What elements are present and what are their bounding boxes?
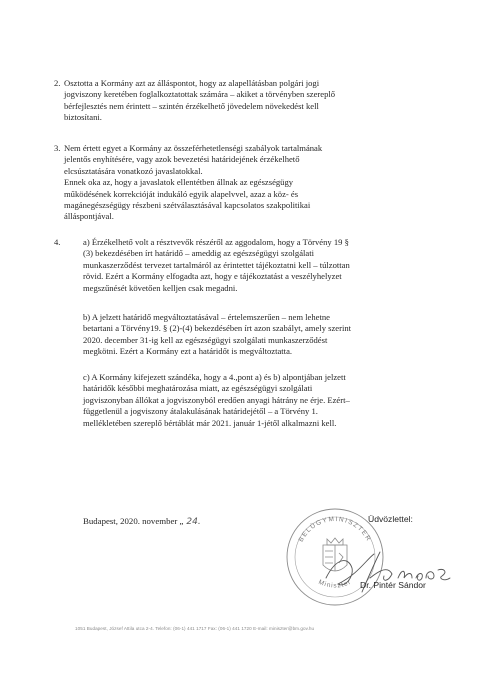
text-line: Ennek oka az, hogy a javaslatok ellentétben állnak az egészségügy <box>64 177 294 188</box>
stamp-bottom-text: Miniszter <box>317 578 353 590</box>
text-line: c) A Kormány kifejezett szándéka, hogy a 4.,pont a) és b) alpontjában jelzett <box>83 372 346 382</box>
text-line: b) A jelzett határidő megváltoztatásával – értelemszerűen – nem lehetne <box>83 312 330 322</box>
closing-greeting: Üdvözlettel: <box>368 514 413 524</box>
item-text <box>64 237 430 294</box>
text-line: biztosítani. <box>64 112 102 123</box>
text-line: működésének korrekcióját indukáló egyik alapelvvel, azaz a köz- és <box>64 188 299 199</box>
date-text: Budapest, 2020. november „ <box>83 516 184 526</box>
text-line: jelentős enyhítésére, vagy azok bevezetési határidejének érzékelhető <box>64 154 300 165</box>
item-text <box>64 78 430 124</box>
svg-text:BELÜGYMINISZTER <box>298 516 373 543</box>
text-line: álláspontjával. <box>64 211 114 222</box>
text-line: rövid. Ezért a Kormány elfogadta azt, hogy e tájékoztatást a veszélyhelyzet <box>83 271 342 282</box>
text-line: függetlenül a jogviszony átalakulásának határidejétől – a Törvény 1. <box>83 406 318 417</box>
text-line: mellékletében szereplő bértáblát már 2021. január 1-jétől alkalmazni kell. <box>83 417 337 428</box>
text-line: Osztotta a Kormány azt az álláspontot, hogy az alapellátásban polgári jogi <box>64 78 320 88</box>
footer-address: 1051 Budapest, József Attila utca 2-4. Telefon: (06-1) 441 1717 Fax: (06-1) 441 1720 E-mail: miniszter@bm.gov.hu <box>75 626 315 631</box>
stamp-top-text: BELÜGYMINISZTER <box>297 515 373 544</box>
text-line: betartani a Törvény19. § (2)-(4) bekezdésében írt azon szabályt, amely szerint <box>83 323 352 334</box>
text-line: 2020. december 31-ig kell az egészségügyi szolgálati munkaszerződést <box>83 334 328 345</box>
list-item-2 <box>54 78 430 124</box>
text-line: munkaszerződést tervezet tartalmáról az érintettet tájékoztatni kell – túlzottan <box>83 259 350 270</box>
item-number: 4. <box>54 237 61 247</box>
list-item-4 <box>54 237 430 294</box>
date-line <box>83 516 201 527</box>
sub-item-b <box>83 312 429 358</box>
text-line: (3) bekezdésében írt határidő – ameddig az egészségügyi szolgálati <box>83 248 314 259</box>
text-line: jogviszony keretében foglalkoztatottak számára – akiket a törvényben szereplő <box>64 89 336 100</box>
text-line: megszűnését követően kelljen csak megadni. <box>83 282 238 293</box>
text-line: határidők későbbi meghatározása miatt, az egészségügyi szolgálati <box>83 383 313 394</box>
text-line: elcsúsztatására vonatkozó javaslatokkal. <box>64 165 203 176</box>
item-number: 3. <box>54 143 61 153</box>
sub-item-c <box>83 372 429 429</box>
text-line: magánegészségügy részbeni szétválasztásával kapcsolatos szakpolitikai <box>64 200 311 211</box>
text-line: a) Érzékelhető volt a résztvevők részéről az aggodalom, hogy a Törvény 19 § <box>83 237 349 247</box>
text-line: bérfejlesztés nem érintett – szintén érzékelhető jövedelem növekedést kell <box>64 100 319 111</box>
date-day: 24. <box>186 517 201 527</box>
text-line: jogviszonyban állókat a jogviszonyból eredően anyagi hátrány ne érje. Ezért– <box>83 394 350 405</box>
signer-name: Dr. Pintér Sándor <box>360 580 426 590</box>
text-line: Nem értett egyet a Kormány az összeférhetetlenségi szabályok tartalmának <box>64 143 323 153</box>
item-text <box>64 143 430 223</box>
list-item-3 <box>54 143 430 223</box>
item-number: 2. <box>54 78 61 88</box>
text-line: megkötni. Ezért a Kormány ezt a határidőt is megváltoztatta. <box>83 346 293 357</box>
